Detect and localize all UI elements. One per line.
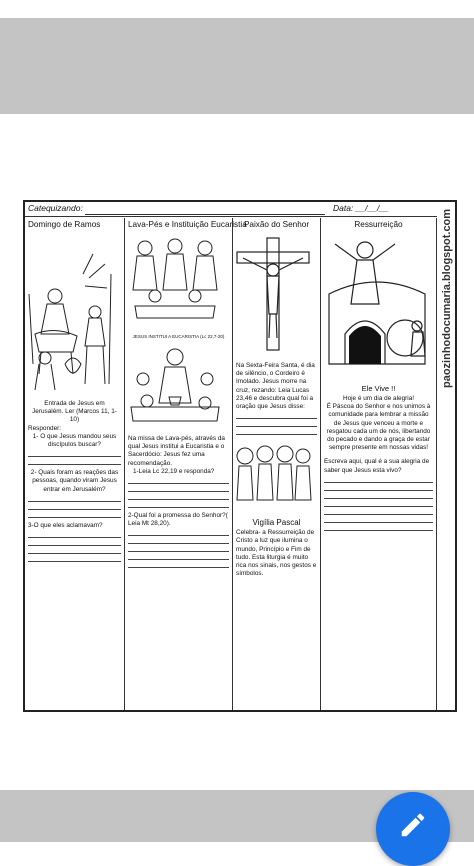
answer-line xyxy=(324,482,433,483)
col1-entrada-text: Entrada de Jesus em Jerusalém. Ler (Marcos 11, 1-10) xyxy=(32,400,117,424)
vigilia-text: Celebra- a Ressurreição de Cristo a luz que ilumina o mundo, Princípio e Fim de tudo. Esta liturgia é muito rica nos sinais, nos gestos e símbolos. xyxy=(236,529,317,578)
answer-line xyxy=(28,545,121,546)
children-illustration xyxy=(233,438,313,508)
column-domingo-ramos xyxy=(25,218,125,710)
date-label: Data: __/__/__ xyxy=(333,203,389,213)
col1-title: Domingo de Ramos xyxy=(28,220,101,229)
answer-line xyxy=(128,499,229,500)
col1-question-1: 1- O que Jesus mandou seus discípulos buscar? xyxy=(32,432,117,449)
column-lava-pes xyxy=(125,218,247,710)
last-supper-illustration xyxy=(125,234,225,326)
col1-responder: Responder: xyxy=(28,424,62,432)
answer-line xyxy=(128,483,229,484)
col1-question-2: 2- Quais foram as reações das pessoas, quando viram Jesus entrar em Jerusalém? xyxy=(30,469,119,493)
catequizando-line xyxy=(85,214,325,215)
col3-text: Na Sexta-Feira Santa, é dia de silêncio, o Cordeiro é Imolado. Jesus morre na cruz, rezando: Leia Lucas 23,46 e descubra qual foi a oração que Jesus disse: xyxy=(236,362,315,411)
col4-hoje: Hoje é um dia de alegria! xyxy=(342,395,415,402)
col4-title: Ressurreição xyxy=(354,220,403,229)
col2-question-2: 2-Qual foi a promessa do Senhor?( Leia Mt 28,20). xyxy=(128,512,228,528)
answer-line xyxy=(324,498,433,499)
resurrection-illustration xyxy=(321,234,433,374)
answer-line xyxy=(236,426,317,427)
answer-line xyxy=(28,456,121,457)
col3-title: Paixão do Senhor xyxy=(243,220,310,229)
vigilia-title: Vigília Pascal xyxy=(252,518,301,528)
top-gray-band xyxy=(0,18,474,114)
answer-line xyxy=(324,490,433,491)
header-divider xyxy=(25,216,437,217)
answer-line xyxy=(28,501,121,502)
col4-escreva: Escreva aqui, qual é a sua alegria de saber que Jesus esta vivo? xyxy=(324,458,430,474)
answer-line xyxy=(28,561,121,562)
answer-line xyxy=(324,522,433,523)
col2-title: Lava-Pés e Instituição Eucaristia xyxy=(128,220,247,229)
answer-line xyxy=(128,543,229,544)
answer-line xyxy=(28,553,121,554)
pencil-icon xyxy=(398,810,428,840)
ele-vive: Ele Vive !! xyxy=(361,384,396,393)
blog-url-text: paozinhodocumaria.blogspot.com xyxy=(441,208,453,388)
answer-line xyxy=(236,434,317,435)
answer-line xyxy=(324,506,433,507)
answer-line xyxy=(28,537,121,538)
col1-question-3: 3-O que eles aclamavam? xyxy=(28,521,103,529)
answer-line xyxy=(128,559,229,560)
answer-line xyxy=(128,491,229,492)
answer-line xyxy=(128,507,229,508)
answer-line xyxy=(236,418,317,419)
crucifix-illustration xyxy=(233,234,313,354)
eucharist-illustration xyxy=(125,343,225,427)
palm-sunday-illustration xyxy=(25,234,115,392)
top-status-area xyxy=(0,0,474,18)
catequizando-label: Catequizando: xyxy=(28,203,83,213)
answer-line xyxy=(28,509,121,510)
col2-caption: JESUS INSTITUI A EUCARISTIA (Lc 22,7-20) xyxy=(132,334,225,339)
answer-line xyxy=(128,551,229,552)
answer-line xyxy=(324,530,433,531)
blog-url-vertical xyxy=(437,202,457,710)
edit-fab-button[interactable] xyxy=(376,792,450,866)
col2-text: Na missa de Lava-pés, através da qual Jesus institui a Eucaristia e o Sacerdócio: Jesus fez uma recomendação. xyxy=(128,435,225,467)
col4-text: É Páscoa do Senhor e nos unimos à comunidade para lembrar a missão de Jesus que venceu a morte e resgatou cada um de nós, libertando do pecado e dando a graça de estar sempre presente em nossas vidas! xyxy=(326,403,431,452)
answer-line xyxy=(28,464,121,465)
answer-line xyxy=(128,535,229,536)
answer-line xyxy=(324,514,433,515)
column-paixao xyxy=(233,218,321,710)
worksheet-image xyxy=(23,200,457,712)
answer-line xyxy=(28,517,121,518)
answer-line xyxy=(128,567,229,568)
column-ressurreicao xyxy=(321,218,437,710)
col2-question-1: 1-Leia Lc 22,19 e responda? xyxy=(133,467,215,475)
